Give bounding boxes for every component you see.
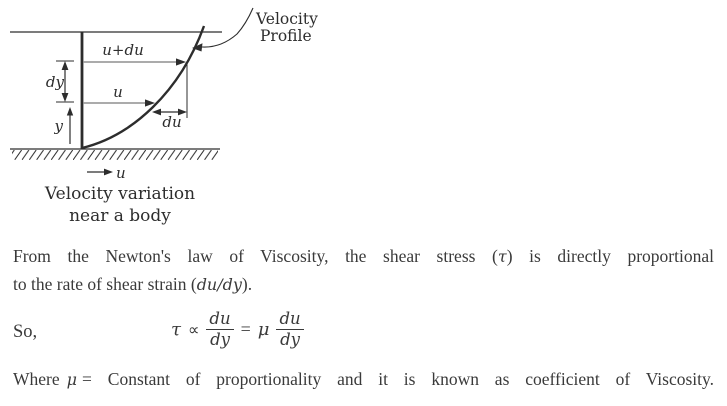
paragraph-line-1-end: ) is directly proportional	[506, 246, 714, 266]
where-text: Where	[13, 369, 60, 389]
fraction-du-dy-2	[276, 309, 303, 350]
fraction-2-numerator: du	[276, 309, 303, 330]
paragraph-line-2-text: to the rate of shear strain (	[13, 274, 197, 294]
paragraph-line-1-text: From the Newton's law of Viscosity, the shear stress (	[13, 246, 498, 266]
paragraph-line-2	[13, 272, 714, 297]
fraction-du-dy-1	[206, 309, 233, 350]
ground-hatching	[12, 150, 218, 160]
fraction-1-denominator: dy	[210, 330, 230, 349]
formula-tau: τ	[171, 319, 181, 340]
fraction-1-numerator: du	[206, 309, 233, 330]
flow-arrowhead	[104, 169, 113, 176]
dy-arrowhead-bottom	[62, 93, 69, 102]
mu-symbol: μ	[66, 370, 78, 389]
where-line	[13, 367, 714, 392]
where-text-end: = Constant of proportionality and it is known as coefficient of Viscosity.	[82, 369, 714, 389]
paragraph-line-2-end: ).	[241, 274, 253, 294]
du-arrowhead-left	[152, 109, 161, 116]
diagram-caption-line1: Velocity variation	[44, 184, 196, 204]
y-arrowhead	[67, 107, 73, 116]
shear-stress-formula	[171, 309, 304, 350]
flow-u-label: u	[116, 164, 126, 182]
profile-label-line2: Profile	[260, 27, 312, 45]
u-plus-du-arrowhead	[176, 58, 186, 65]
tau-symbol: τ	[497, 247, 507, 266]
du-label: du	[162, 113, 182, 131]
u-plus-du-label: u+du	[102, 41, 144, 59]
diagram-caption-line2: near a body	[69, 206, 171, 226]
fraction-2-denominator: dy	[280, 330, 301, 349]
velocity-diagram	[0, 0, 320, 230]
so-label: So,	[13, 322, 38, 342]
u-label: u	[113, 83, 123, 101]
equals-sign: =	[240, 319, 251, 339]
du-dy-inline: du/dy	[196, 275, 242, 294]
dy-arrowhead-top	[62, 61, 69, 70]
formula-mu: μ	[257, 319, 270, 340]
proportional-to-symbol: ∝	[187, 321, 200, 339]
paragraph-line-1	[13, 244, 714, 269]
y-label: y	[54, 117, 63, 135]
profile-label-line1: Velocity	[256, 10, 318, 28]
dy-label: dy	[45, 73, 64, 91]
profile-leader-line	[202, 8, 253, 47]
